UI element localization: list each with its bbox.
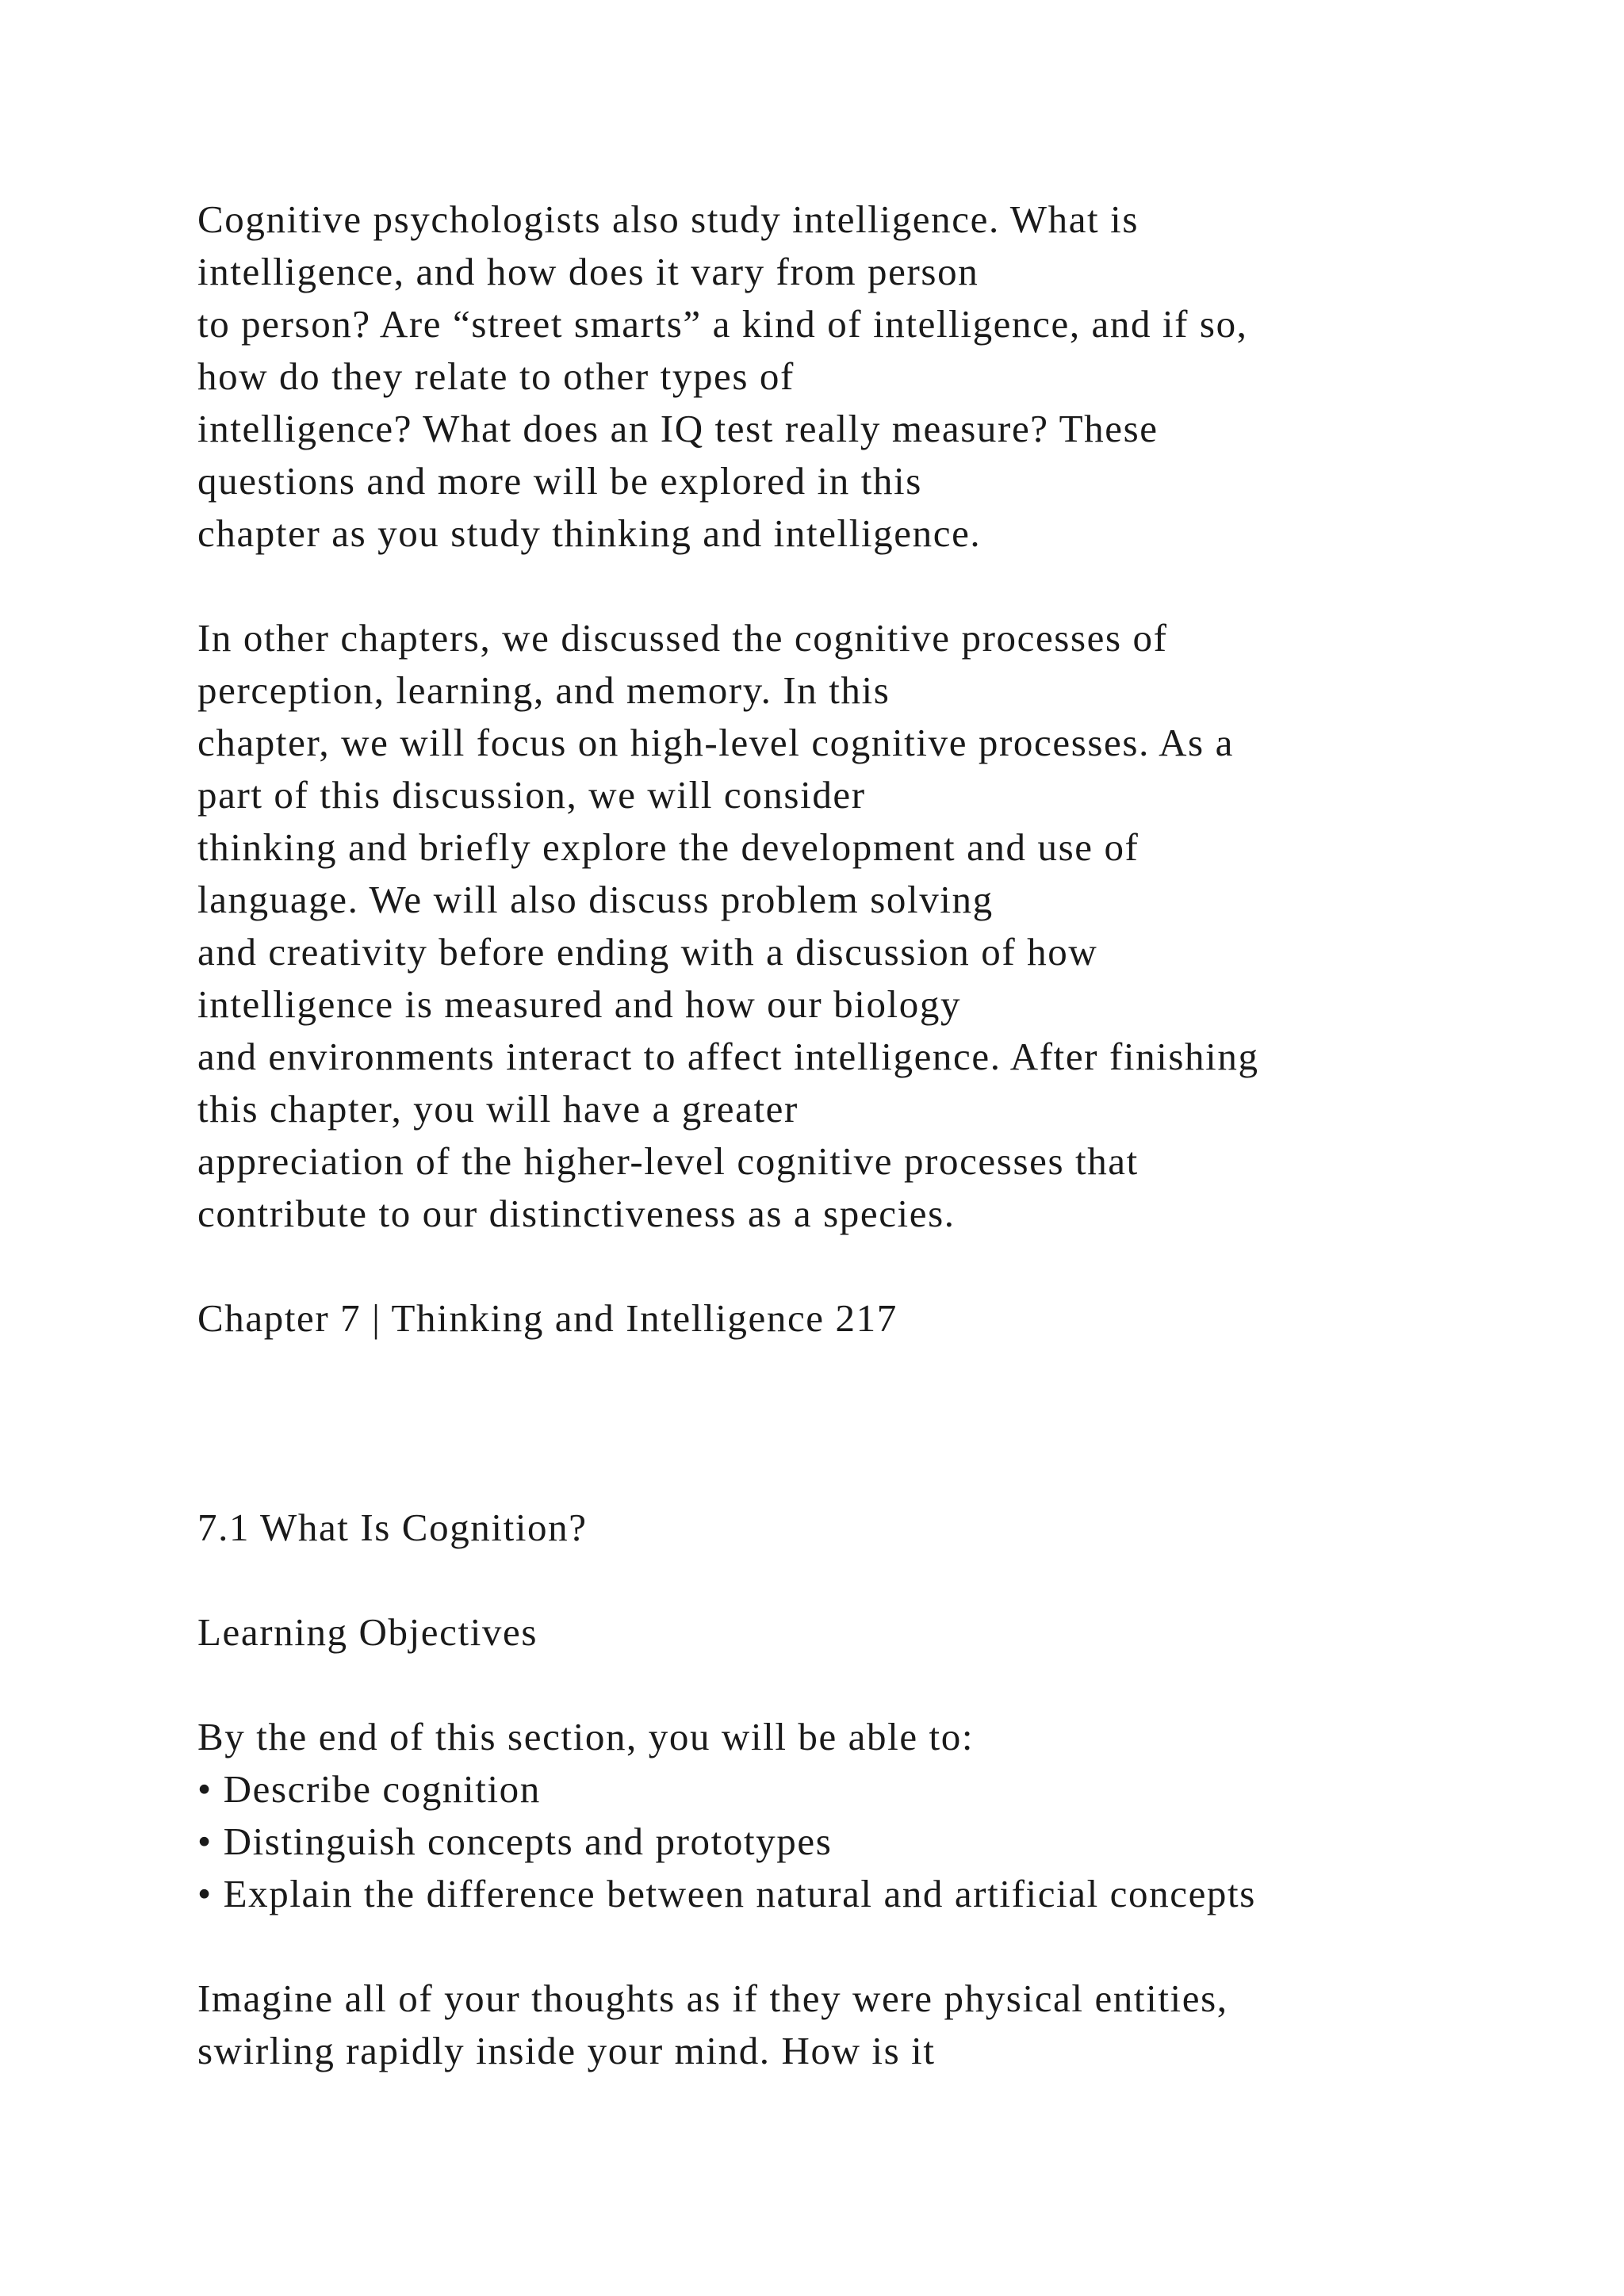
paragraph-gap — [197, 1920, 1545, 1973]
text-line: thinking and briefly explore the development and use of — [197, 825, 1139, 869]
text-line: swirling rapidly inside your mind. How is it — [197, 2029, 936, 2072]
intro-paragraph-cognitive-processes — [197, 612, 1545, 1240]
text-line: and creativity before ending with a discussion of how — [197, 930, 1098, 974]
text-line: intelligence? What does an IQ test really measure? These — [197, 407, 1159, 450]
paragraph-gap — [197, 1240, 1545, 1292]
text-line: intelligence is measured and how our biology — [197, 982, 962, 1026]
text-line: language. We will also discuss problem solving — [197, 878, 994, 921]
text-line: and environments interact to affect intelligence. After finishing — [197, 1035, 1259, 1078]
text-line: chapter as you study thinking and intelligence. — [197, 511, 982, 555]
objectives-heading: Learning Objectives — [197, 1610, 538, 1654]
paragraph-gap — [197, 1659, 1545, 1711]
body-paragraph-thoughts — [197, 1973, 1545, 2077]
text-line: this chapter, you will have a greater — [197, 1087, 799, 1131]
text-line: contribute to our distinctiveness as a species. — [197, 1192, 956, 1235]
text-line: Cognitive psychologists also study intelligence. What is — [197, 197, 1139, 241]
paragraph-gap — [197, 1554, 1545, 1606]
text-line: perception, learning, and memory. In this — [197, 668, 891, 712]
text-line: appreciation of the higher-level cognitive processes that — [197, 1139, 1139, 1183]
text-line: part of this discussion, we will consider — [197, 773, 866, 817]
page-footer: Chapter 7 | Thinking and Intelligence 217 — [197, 1296, 898, 1340]
text-line: intelligence, and how does it vary from person — [197, 250, 979, 293]
intro-paragraph-intelligence — [197, 193, 1545, 560]
learning-objectives-list — [197, 1711, 1545, 1920]
objective-item: • Explain the difference between natural and artificial concepts — [197, 1872, 1256, 1915]
text-line: In other chapters, we discussed the cognitive processes of — [197, 616, 1168, 660]
document-body — [197, 193, 1545, 2077]
text-line: how do they relate to other types of — [197, 354, 795, 398]
text-line: chapter, we will focus on high-level cognitive processes. As a — [197, 721, 1234, 764]
section-heading: 7.1 What Is Cognition? — [197, 1506, 588, 1549]
text-line: to person? Are “street smarts” a kind of intelligence, and if so, — [197, 302, 1248, 346]
objective-item: • Describe cognition — [197, 1767, 541, 1811]
objective-item: • Distinguish concepts and prototypes — [197, 1820, 833, 1863]
text-line: questions and more will be explored in this — [197, 459, 922, 503]
objectives-intro: By the end of this section, you will be able to: — [197, 1715, 975, 1758]
paragraph-gap — [197, 560, 1545, 612]
text-line: Imagine all of your thoughts as if they were physical entities, — [197, 1976, 1228, 2020]
page-break-gap — [197, 1345, 1545, 1502]
